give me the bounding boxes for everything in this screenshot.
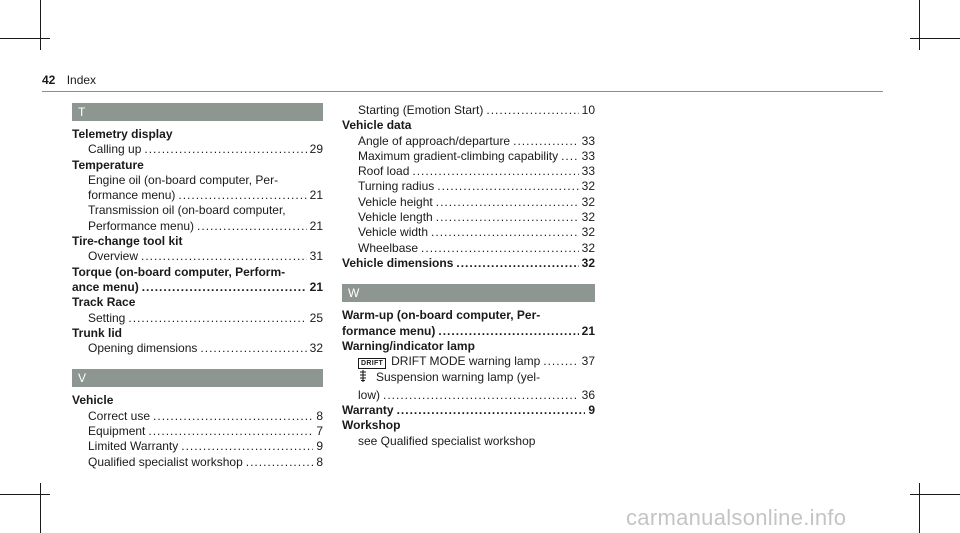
- dot-leader: [246, 455, 314, 470]
- dot-leader: [561, 149, 579, 164]
- page-ref: 33: [581, 148, 595, 163]
- page-ref: 36: [581, 387, 595, 402]
- entry-label: DRIFT MODE warning lamp: [391, 354, 541, 369]
- dot-leader: [181, 439, 313, 454]
- dot-leader: [412, 164, 578, 179]
- index-heading: [72, 234, 323, 249]
- entry-label: Temperature: [72, 157, 144, 172]
- entry-label: Opening dimensions: [88, 341, 198, 356]
- dot-leader: [438, 324, 578, 339]
- index-subentry: [72, 439, 323, 454]
- crop-mark: [40, 483, 41, 533]
- index-subentry: [342, 179, 595, 194]
- index-heading: [72, 295, 323, 310]
- entry-label: Vehicle width: [358, 225, 429, 240]
- entry-label: Turning radius: [358, 179, 435, 194]
- index-subentry: [342, 195, 595, 210]
- page-ref: 32: [581, 255, 595, 270]
- entry-label: Workshop: [342, 418, 401, 433]
- entry-label: Performance menu): [88, 218, 195, 233]
- dot-leader: [397, 403, 586, 418]
- page-ref: 29: [309, 142, 323, 157]
- entry-label: Warm-up (on-board computer, Per-: [342, 308, 541, 323]
- index-heading: [72, 158, 323, 173]
- entry-label: Warranty: [342, 403, 394, 418]
- index-subentry: [342, 388, 595, 403]
- index-subentry: [342, 210, 595, 225]
- entry-label: Limited Warranty: [88, 439, 179, 454]
- index-heading: [342, 256, 595, 271]
- entry-label: Overview: [88, 249, 139, 264]
- header-divider: [42, 91, 883, 92]
- entry-label: Suspension warning lamp (yel-: [376, 370, 541, 385]
- page-ref: 33: [581, 133, 595, 148]
- index-subentry: [72, 249, 323, 264]
- page-ref: 21: [309, 279, 323, 294]
- index-subentry: [72, 142, 323, 157]
- entry-label: Correct use: [88, 408, 151, 423]
- page-ref: 9: [588, 403, 595, 418]
- page-ref: 32: [581, 179, 595, 194]
- index-heading: [72, 280, 323, 295]
- dot-leader: [436, 195, 579, 210]
- dot-leader: [437, 179, 578, 194]
- page-ref: 32: [309, 341, 323, 356]
- entry-label: Vehicle data: [342, 118, 412, 133]
- section-letter: W: [342, 284, 595, 302]
- index-subentry: [342, 225, 595, 240]
- index-heading: [72, 326, 323, 341]
- entry-label: Setting: [88, 310, 126, 325]
- dot-leader: [436, 210, 579, 225]
- index-subentry: [72, 188, 323, 203]
- dot-leader: [421, 241, 579, 256]
- index-heading: [72, 393, 323, 408]
- page-ref: 9: [316, 439, 323, 454]
- dot-leader: [200, 341, 306, 356]
- page-ref: 7: [316, 424, 323, 439]
- index-column-right: [342, 103, 595, 449]
- entry-label: Vehicle length: [358, 210, 433, 225]
- entry-label: Maximum gradient-climbing capability: [358, 148, 559, 163]
- entry-label: formance menu): [342, 323, 436, 338]
- page-ref: 32: [581, 194, 595, 209]
- entry-label: see Qualified specialist workshop: [358, 433, 536, 448]
- index-heading: [342, 324, 595, 339]
- index-subentry: [342, 354, 595, 369]
- entry-label: Telemetry display: [72, 127, 173, 141]
- index-subentry: [72, 219, 323, 234]
- index-subentry: [342, 134, 595, 149]
- index-subentry: [72, 424, 323, 439]
- page-number: 42: [42, 73, 56, 87]
- page-ref: 10: [581, 103, 595, 117]
- page-ref: 32: [581, 210, 595, 225]
- page-ref: 21: [309, 188, 323, 203]
- index-subentry: [342, 369, 595, 387]
- entry-label: Vehicle dimensions: [342, 255, 454, 270]
- entry-label: formance menu): [88, 188, 176, 203]
- page-ref: 31: [309, 249, 323, 264]
- dot-leader: [153, 409, 313, 424]
- entry-label: Vehicle height: [358, 194, 433, 209]
- dot-leader: [197, 219, 307, 234]
- index-subentry: [342, 164, 595, 179]
- entry-label: Tire-change tool kit: [72, 234, 183, 249]
- entry-label: Transmission oil (on-board computer,: [88, 203, 286, 218]
- index-subentry: [72, 341, 323, 356]
- dot-leader: [144, 142, 306, 157]
- dot-leader: [178, 188, 306, 203]
- entry-label: Vehicle: [72, 393, 114, 408]
- page-header: [42, 73, 96, 87]
- page-ref: 21: [581, 323, 595, 338]
- index-subentry: [342, 241, 595, 256]
- dot-leader: [128, 311, 306, 326]
- entry-label: Trunk lid: [72, 325, 123, 340]
- section-letter: T: [72, 103, 323, 121]
- dot-leader: [148, 424, 313, 439]
- entry-label: Track Race: [72, 295, 136, 310]
- index-heading: [342, 403, 595, 418]
- entry-label: Angle of approach/departure: [358, 133, 511, 148]
- drift-mode-icon: DRIFT: [358, 358, 386, 369]
- index-heading: [342, 418, 595, 433]
- crop-mark: [910, 494, 960, 495]
- entry-label: Qualified specialist workshop: [88, 454, 243, 469]
- dot-leader: [431, 225, 579, 240]
- entry-label: Wheelbase: [358, 240, 419, 255]
- page-ref: 33: [581, 164, 595, 179]
- dot-leader: [141, 249, 307, 264]
- crop-mark: [910, 38, 960, 39]
- watermark: carmanualsonline.info: [626, 505, 847, 530]
- page-ref: 21: [309, 218, 323, 233]
- index-heading: [342, 308, 595, 323]
- dot-leader: [142, 280, 307, 295]
- index-column-left: [72, 103, 323, 470]
- dot-leader: [486, 103, 578, 118]
- index-heading: [72, 127, 323, 142]
- page-ref: 8: [316, 408, 323, 423]
- dot-leader: [513, 134, 579, 149]
- page-ref: 32: [581, 225, 595, 240]
- index-subentry: [342, 434, 595, 449]
- page-ref: 8: [316, 454, 323, 469]
- index-subentry: [72, 311, 323, 326]
- crop-mark: [919, 483, 920, 533]
- entry-label: Warning/indicator lamp: [342, 338, 475, 353]
- suspension-warning-icon: [358, 369, 370, 387]
- index-heading: [342, 339, 595, 354]
- entry-label: Calling up: [88, 142, 142, 157]
- page-title: Index: [66, 73, 97, 87]
- page-ref: 25: [309, 310, 323, 325]
- dot-leader: [456, 256, 578, 271]
- entry-label: ance menu): [72, 279, 139, 294]
- crop-mark: [919, 0, 920, 50]
- entry-label: Starting (Emotion Start): [358, 103, 484, 117]
- entry-label: Torque (on-board computer, Perform-: [72, 264, 286, 279]
- index-heading: [342, 118, 595, 133]
- index-subentry: [72, 203, 323, 218]
- index-subentry: [342, 103, 595, 118]
- index-subentry: [72, 173, 323, 188]
- entry-label: Engine oil (on-board computer, Per-: [88, 172, 279, 187]
- entry-label: Roof load: [358, 164, 410, 179]
- index-subentry: [342, 149, 595, 164]
- page-ref: 32: [581, 240, 595, 255]
- crop-mark: [40, 0, 41, 50]
- entry-label: low): [358, 387, 381, 402]
- crop-mark: [0, 494, 50, 495]
- index-heading: [72, 265, 323, 280]
- dot-leader: [543, 354, 578, 369]
- section-letter: V: [72, 369, 323, 387]
- entry-label: Equipment: [88, 424, 146, 439]
- index-subentry: [72, 455, 323, 470]
- crop-mark: [0, 38, 50, 39]
- index-subentry: [72, 409, 323, 424]
- dot-leader: [383, 388, 579, 403]
- page-ref: 37: [581, 354, 595, 369]
